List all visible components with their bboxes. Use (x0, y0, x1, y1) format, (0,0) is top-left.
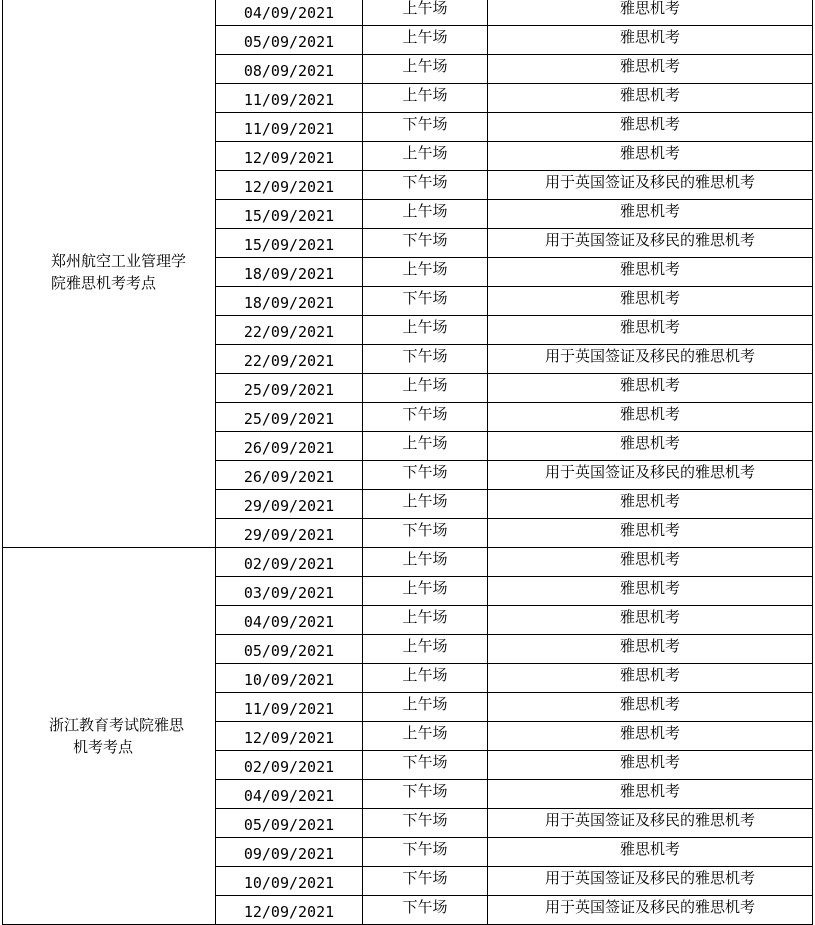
exam-type-cell: 雅思机考 (488, 0, 813, 26)
exam-date-cell: 18/09/2021 (216, 287, 363, 316)
session-cell: 上午场 (363, 26, 488, 55)
exam-type-cell: 用于英国签证及移民的雅思机考 (488, 345, 813, 374)
exam-date-cell: 12/09/2021 (216, 896, 363, 925)
exam-type-cell: 雅思机考 (488, 84, 813, 113)
exam-date-cell: 10/09/2021 (216, 664, 363, 693)
exam-type-cell: 雅思机考 (488, 635, 813, 664)
session-cell: 上午场 (363, 606, 488, 635)
exam-date-cell: 29/09/2021 (216, 519, 363, 548)
exam-date-cell: 11/09/2021 (216, 693, 363, 722)
exam-date-cell: 15/09/2021 (216, 200, 363, 229)
exam-type-cell: 雅思机考 (488, 490, 813, 519)
exam-date-cell: 03/09/2021 (216, 577, 363, 606)
session-cell: 下午场 (363, 345, 488, 374)
session-cell: 下午场 (363, 519, 488, 548)
session-cell: 上午场 (363, 0, 488, 26)
exam-type-cell: 雅思机考 (488, 403, 813, 432)
exam-date-cell: 12/09/2021 (216, 142, 363, 171)
venue-name-cell (3, 548, 216, 925)
exam-type-cell: 用于英国签证及移民的雅思机考 (488, 171, 813, 200)
exam-type-cell: 雅思机考 (488, 374, 813, 403)
exam-type-cell: 雅思机考 (488, 55, 813, 84)
exam-date-cell: 11/09/2021 (216, 113, 363, 142)
exam-type-cell: 雅思机考 (488, 258, 813, 287)
table-row (3, 0, 813, 26)
exam-type-cell: 雅思机考 (488, 838, 813, 867)
exam-date-cell: 05/09/2021 (216, 809, 363, 838)
exam-date-cell: 05/09/2021 (216, 26, 363, 55)
exam-type-cell: 雅思机考 (488, 26, 813, 55)
exam-date-cell: 12/09/2021 (216, 722, 363, 751)
exam-date-cell: 02/09/2021 (216, 548, 363, 577)
session-cell: 上午场 (363, 55, 488, 84)
exam-date-cell: 25/09/2021 (216, 403, 363, 432)
session-cell: 上午场 (363, 84, 488, 113)
exam-date-cell: 08/09/2021 (216, 55, 363, 84)
exam-date-cell: 04/09/2021 (216, 606, 363, 635)
session-cell: 上午场 (363, 722, 488, 751)
session-cell: 下午场 (363, 751, 488, 780)
exam-type-cell: 雅思机考 (488, 316, 813, 345)
session-cell: 下午场 (363, 780, 488, 809)
exam-date-cell: 29/09/2021 (216, 490, 363, 519)
session-cell: 上午场 (363, 664, 488, 693)
exam-date-cell: 05/09/2021 (216, 635, 363, 664)
session-cell: 上午场 (363, 693, 488, 722)
venue-name-line2: 机考考点 (73, 738, 134, 756)
exam-schedule-table (2, 0, 813, 925)
session-cell: 上午场 (363, 142, 488, 171)
exam-type-cell: 雅思机考 (488, 200, 813, 229)
exam-date-cell: 12/09/2021 (216, 171, 363, 200)
exam-date-cell: 02/09/2021 (216, 751, 363, 780)
session-cell: 下午场 (363, 896, 488, 925)
exam-type-cell: 雅思机考 (488, 548, 813, 577)
exam-type-cell: 雅思机考 (488, 432, 813, 461)
exam-date-cell: 10/09/2021 (216, 867, 363, 896)
exam-date-cell: 22/09/2021 (216, 316, 363, 345)
session-cell: 下午场 (363, 229, 488, 258)
session-cell: 下午场 (363, 867, 488, 896)
venue-name-line1: 浙江教育考试院雅思 (49, 716, 185, 734)
exam-type-cell: 雅思机考 (488, 142, 813, 171)
session-cell: 下午场 (363, 113, 488, 142)
session-cell: 上午场 (363, 548, 488, 577)
exam-type-cell: 雅思机考 (488, 606, 813, 635)
venue-name-cell (3, 0, 216, 548)
session-cell: 上午场 (363, 635, 488, 664)
exam-date-cell: 15/09/2021 (216, 229, 363, 258)
session-cell: 上午场 (363, 258, 488, 287)
session-cell: 上午场 (363, 432, 488, 461)
exam-type-cell: 雅思机考 (488, 693, 813, 722)
exam-date-cell: 22/09/2021 (216, 345, 363, 374)
exam-type-cell: 雅思机考 (488, 577, 813, 606)
exam-date-cell: 18/09/2021 (216, 258, 363, 287)
exam-type-cell: 用于英国签证及移民的雅思机考 (488, 896, 813, 925)
exam-type-cell: 用于英国签证及移民的雅思机考 (488, 461, 813, 490)
venue-name-line1: 郑州航空工业管理学 (51, 252, 187, 270)
exam-type-cell: 雅思机考 (488, 722, 813, 751)
exam-type-cell: 雅思机考 (488, 287, 813, 316)
exam-type-cell: 雅思机考 (488, 751, 813, 780)
session-cell: 上午场 (363, 374, 488, 403)
exam-type-cell: 用于英国签证及移民的雅思机考 (488, 809, 813, 838)
session-cell: 上午场 (363, 577, 488, 606)
session-cell: 下午场 (363, 287, 488, 316)
exam-type-cell: 雅思机考 (488, 113, 813, 142)
table-row (3, 548, 813, 577)
exam-date-cell: 04/09/2021 (216, 780, 363, 809)
exam-date-cell: 26/09/2021 (216, 461, 363, 490)
exam-type-cell: 用于英国签证及移民的雅思机考 (488, 867, 813, 896)
exam-date-cell: 04/09/2021 (216, 0, 363, 26)
session-cell: 下午场 (363, 838, 488, 867)
session-cell: 下午场 (363, 171, 488, 200)
session-cell: 下午场 (363, 461, 488, 490)
exam-type-cell: 雅思机考 (488, 519, 813, 548)
schedule-body (3, 0, 813, 925)
exam-date-cell: 11/09/2021 (216, 84, 363, 113)
exam-date-cell: 26/09/2021 (216, 432, 363, 461)
exam-date-cell: 09/09/2021 (216, 838, 363, 867)
session-cell: 上午场 (363, 490, 488, 519)
session-cell: 上午场 (363, 200, 488, 229)
exam-type-cell: 雅思机考 (488, 664, 813, 693)
session-cell: 上午场 (363, 316, 488, 345)
exam-type-cell: 用于英国签证及移民的雅思机考 (488, 229, 813, 258)
session-cell: 下午场 (363, 403, 488, 432)
venue-name-line2: 院雅思机考考点 (51, 274, 157, 292)
session-cell: 下午场 (363, 809, 488, 838)
exam-type-cell: 雅思机考 (488, 780, 813, 809)
exam-date-cell: 25/09/2021 (216, 374, 363, 403)
